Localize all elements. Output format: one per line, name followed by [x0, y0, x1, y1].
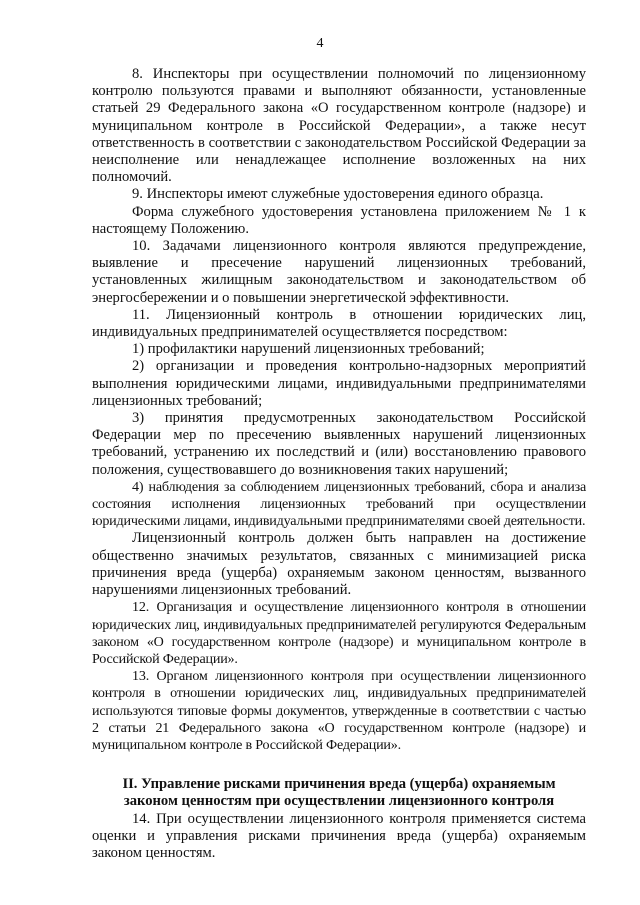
paragraph-9: 9. Инспекторы имеют служебные удостоверения единого образца.	[132, 186, 544, 203]
document-body	[92, 66, 586, 862]
paragraph-10: 10. Задачами лицензионного контроля являются предупреждение, выявление и пресечение нарушений лицензионных требований, установленных жилищным законодательством и законодательством об энергосбережении и о повышении энергетической эффективности.	[92, 238, 586, 306]
paragraph-13: 13. Органом лицензионного контроля при осуществлении лицензионного контроля в отношении юридических лиц, индивидуальных предпринимателей используются типовые формы документов, утвержденные в соответствии с частью 2 статьи 21 Федерального закона «О государственном контроле (надзоре) и муниципальном контроле в Российской Федерации».	[92, 668, 586, 753]
list-item-2: 2) организации и проведения контрольно-надзорных мероприятий выполнения юридическими лицами, индивидуальными предпринимателями лицензионных требований;	[92, 358, 586, 409]
list-item-3: 3) принятия предусмотренных законодательством Российской Федерации мер по пресечению выявленных нарушений лицензионных требований, устранению их последствий и (или) восстановлению правового положения, существовавшего до возникновения таких нарушений;	[92, 410, 586, 478]
paragraph-8: 8. Инспекторы при осуществлении полномочий по лицензионному контролю пользуются правами и выполняют обязанности, установленные статьей 29 Федерального закона «О государственном контроле (надзоре) и муниципальном контроле в Российской Федерации», а также несут ответственность в соответствии с законодательством Российской Федерации за неисполнение или ненадлежащее исполнение возложенных на них полномочий.	[92, 66, 586, 186]
section-heading: II. Управление рисками причинения вреда (ущерба) охраняемым законом ценностям при осуществлении лицензионного контроля	[122, 776, 556, 810]
paragraph-form-certificate: Форма служебного удостоверения установлена приложением № 1 к настоящему Положению.	[92, 203, 586, 237]
list-item-4: 4) наблюдения за соблюдением лицензионных требований, сбора и анализа состояния исполнения лицензионных требований при осуществлении юридическими лицами, индивидуальными предпринимателями своей деятельности.	[92, 478, 586, 530]
page-number: 4	[316, 36, 324, 51]
paragraph-14: 14. При осуществлении лицензионного контроля применяется система оценки и управления рисками причинения вреда (ущерба) охраняемым законом ценностям.	[92, 810, 586, 861]
paragraph-12: 12. Организация и осуществление лицензионного контроля в отношении юридических лиц, индивидуальных предпринимателей регулируются Федеральным законом «О государственном контроле (надзоре) и муниципальном контроле в Российской Федерации».	[92, 599, 586, 667]
paragraph-11: 11. Лицензионный контроль в отношении юридических лиц, индивидуальных предпринимателей осуществляется посредством:	[92, 306, 586, 341]
list-item-1: 1) профилактики нарушений лицензионных требований;	[132, 341, 485, 358]
paragraph-control-goal: Лицензионный контроль должен быть направлен на достижение общественно значимых результатов, связанных с минимизацией риска причинения вреда (ущерба) охраняемым законом ценностям, вызванного нарушениями лицензионных требований.	[92, 530, 586, 599]
